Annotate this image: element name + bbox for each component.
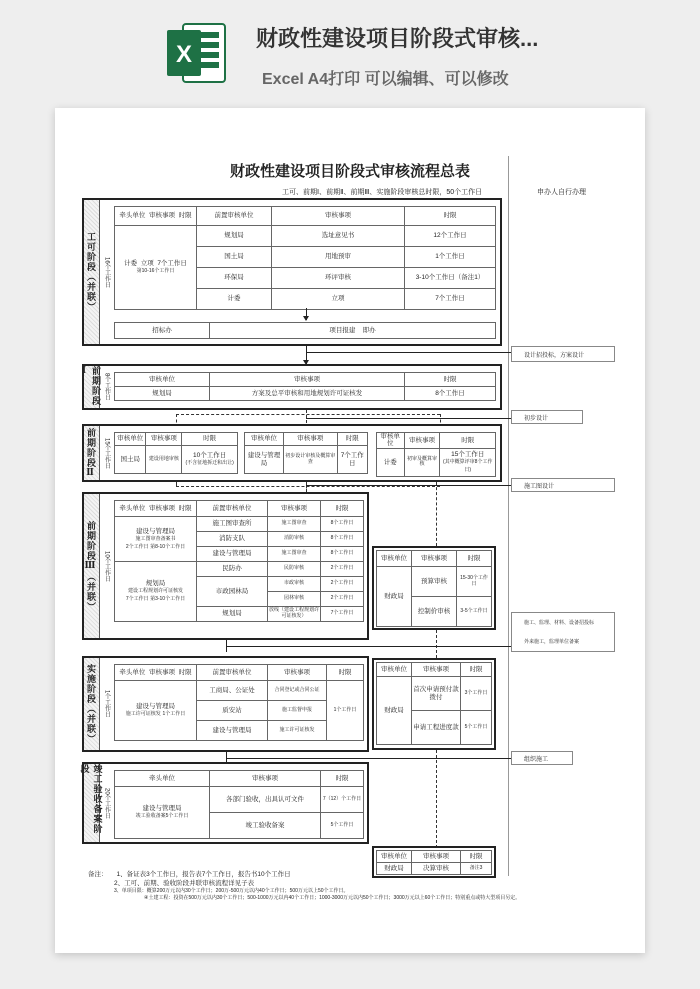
table-header: 时限 [457,551,492,567]
table-cell: 施工图审查所 [197,517,268,532]
table-header: 审核事项 [412,551,457,567]
table-header: 审核事项 [404,433,440,449]
svg-text:X: X [175,41,193,68]
note-preliminary-design: 初步设计 [511,410,583,424]
stage5-table [114,664,364,741]
table-cell: 2个工作日 [321,562,364,577]
dashed-connector [436,630,437,658]
column-divider [508,156,509,876]
table-header: 牵头单位 审核事项 时限 [115,665,197,681]
stage2-table [114,372,496,401]
table-cell: 15个工作日 (其中概算评审8个工作日) [440,448,496,476]
finance-payment-box [372,658,496,750]
stage-days: 8个工作日 [103,373,110,401]
table-cell: 申请工程进度款 [412,711,461,745]
stage-days: 10个工作日 [103,550,110,582]
table-header: 时限 [182,433,238,446]
table-header: 审核事项 [268,665,327,681]
table-header: 审核单位 [377,851,412,863]
table-header: 审核事项 [146,433,182,446]
table-cell: 初步设计审核及概算审查 [283,446,337,474]
dashed-connector [176,482,177,486]
table-header: 牵头单位 [115,771,210,787]
table-header: 时限 [405,373,496,387]
note-bidding-filing: 施工、监理、材料、设备招投标 外来施工，监理单位备案 [511,612,615,652]
table-cell: 施工图审查 [268,547,321,562]
table-header: 时限 [461,851,492,863]
table-cell: 1个工作日 [327,681,364,741]
table-cell: 5个工作日 [461,711,492,745]
table-cell: 建设与管理局 [245,446,284,474]
table-cell: 12个工作日 [405,226,496,247]
finance-review-box [372,546,496,630]
total-time-summary: 工可、前期Ⅰ、前期Ⅱ、前期Ⅲ、实施阶段审核总时限，50个工作日 [282,189,483,196]
arrow-down-icon [303,316,309,321]
table-header: 审核事项 [412,851,461,863]
remarks [88,870,520,902]
stage-label: 工可阶段（并联） [84,200,100,344]
table-cell: 用地预审 [272,247,405,268]
stage3-table-construction [244,432,368,474]
table-cell: 消防支队 [197,532,268,547]
flow-connector [226,758,511,759]
table-cell: 环保局 [197,268,272,289]
payment-table [376,662,492,745]
table-cell: 民防审核 [268,562,321,577]
table-header: 前置审核单位 [197,665,268,681]
stage4-table [114,500,364,622]
stage-feasibility [82,198,502,346]
table-cell: 8个工作日 [321,547,364,562]
bid-table [114,322,496,339]
table-cell: 8个工作日 [405,387,496,401]
table-header: 审核事项 [272,207,405,226]
table-header: 前置审核单位 [197,501,268,517]
finance-table [376,550,492,627]
table-cell: 质安站 [197,701,268,721]
stage-preliminary-2 [82,424,502,482]
flow-connector [306,352,511,353]
stage-days: 16个工作日 [103,256,110,288]
table-header: 审核事项 [283,433,337,446]
table-cell: 8个工作日 [321,532,364,547]
table-cell: 建设与管理局 [197,547,268,562]
table-cell: 市政审核 [268,577,321,592]
lead-unit-cell: 规划局 建设工程规划许可证核发 7个工作日 第3-10个工作日 [115,562,197,622]
remark-1: 1、备证表3个工作日，报告表7个工作日，报告书10个工作日 [116,871,291,878]
table-cell: 7个工作日 [405,289,496,310]
stage-days: 20个工作日 [103,787,110,819]
dashed-connector [176,414,440,415]
table-cell: 2个工作日 [321,577,364,592]
stage3-table-land [114,432,238,474]
excel-file-icon [165,20,227,86]
table-cell: 项目报建 即办 [210,323,496,339]
remarks-label: 备注： [88,871,108,878]
table-cell: 国土局 [115,446,146,474]
table-cell: 首次申请预付款拨付 [412,677,461,711]
stage1-table [114,206,496,310]
table-cell: 施工图审查 [268,517,321,532]
page-title: 财政性建设项目阶段式审核... [256,26,539,51]
table-cell: 招标办 [115,323,210,339]
dashed-connector [306,482,307,492]
dashed-connector [436,750,437,848]
flow-connector [306,485,511,486]
table-header: 时限 [440,433,496,449]
table-cell: 合同登记或合同公证 [268,681,327,701]
table-header: 牵头单位 审核事项 时限 [115,501,197,517]
table-header: 牵头单位 审核事项 时限 [115,207,197,226]
table-cell: 计委 [197,289,272,310]
table-cell: 施工监督申报 [268,701,327,721]
table-cell: 1个工作日 [405,247,496,268]
table-header: 审核事项 [210,373,405,387]
dashed-connector [176,486,440,487]
table-header: 审核单位 [377,551,412,567]
self-handle-column-title: 申办人自行办理 [537,189,586,196]
table-header: 审核单位 [377,663,412,677]
table-header: 时限 [321,501,364,517]
table-cell: 立项 [272,289,405,310]
lead-unit-cell: 建设与管理局 施工图审查备案书 2个工作日 第8-10个工作日 [115,517,197,562]
lead-unit-cell: 计委 立项 7个工作日 第10-16个工作日 [115,226,197,310]
table-cell: 财政局 [377,677,412,745]
table-header: 时限 [461,663,492,677]
table-cell: 财政局 [377,863,412,875]
lead-unit-cell: 建设与管理局 施工许可证核发 1个工作日 [115,681,197,741]
table-header: 审核事项 [268,501,321,517]
remark-3: 3、单项目限：概算200万元以内30个工作日；200万-500万元以内40个工作日；500万元以上50个工作日。 [114,888,349,894]
table-cell: 预算审核 [412,567,457,597]
table-cell: 10个工作日 (不含征地拆迁和出让) [182,446,238,474]
table-cell: 民防办 [197,562,268,577]
stage-label: 前期阶段Ⅰ [80,366,101,406]
table-cell: 控制价审核 [412,597,457,627]
table-cell: 7个工作日 [321,607,364,622]
table-cell: 方案及总平审核和用地规划许可证核发 [210,387,405,401]
flow-connector [226,646,511,647]
table-header: 时限 [405,207,496,226]
table-cell: 竣工验收备案 [210,813,321,839]
table-header: 审核单位 [377,433,405,449]
table-cell: 施工许可证核发 [268,721,327,741]
table-cell: 5个工作日 [321,813,364,839]
table-cell: 选址意见书 [272,226,405,247]
document-title: 财政性建设项目阶段式审核流程总表 [230,164,471,180]
table-cell: 7（12）个工作日 [321,787,364,813]
table-cell: 园林审核 [268,592,321,607]
table-cell: 决算审核 [412,863,461,875]
page-subtitle: Excel A4打印 可以编辑、可以修改 [262,71,509,88]
stage-days: 1个工作日 [103,690,110,718]
stage3-table-planning [376,432,496,477]
table-cell: 初审及概算审核 [404,448,440,476]
lead-unit-cell: 建设与管理局 竣工验收备案5个工作日 [115,787,210,839]
table-cell: 备注3 [461,863,492,875]
dashed-connector [436,482,437,546]
table-cell: 工商局、公证处 [197,681,268,701]
table-cell: 财政局 [377,567,412,627]
table-cell: 3-10个工作日（备注1） [405,268,496,289]
table-cell: 15-30个工作日 [457,567,492,597]
stage-preliminary-3 [82,492,369,640]
table-cell: 规划局 [197,607,268,622]
table-cell: 建设与管理局 [197,721,268,741]
flow-connector [306,418,511,419]
stage-acceptance [79,762,369,844]
table-header: 前置审核单位 [197,207,272,226]
table-cell: 3个工作日 [461,677,492,711]
stage-days: 15个工作日 [103,437,110,469]
table-cell: 放线（建设工程规划许可证核发） [268,607,321,622]
table-cell: 市政园林局 [197,577,268,607]
table-cell: 2个工作日 [321,592,364,607]
table-cell: 7个工作日 [337,446,368,474]
stage6-table [114,770,364,839]
note-construction-drawing: 施工图设计 [511,478,615,492]
table-header: 审核单位 [115,373,210,387]
table-cell: 环评审核 [272,268,405,289]
table-header: 审核事项 [210,771,321,787]
stage-label: 前期阶段Ⅲ（并联） [84,494,100,638]
table-cell: 计委 [377,448,405,476]
table-cell: 各部门验收，出具认可文件 [210,787,321,813]
stage-label: 竣工验收备案阶段 [84,764,100,842]
remark-2: 2、工可、前期、验收阶段并联审核流程详见子表 [114,880,255,887]
remark-4: ④土建工程：投资在500万元以内30个工作日；500-1000万元以内40个工作日；1000-3000万元以内50个工作日；3000万元以上60个工作日；特别重点或特大型项目另定。 [144,895,521,901]
stage-label: 实施阶段（并联） [84,658,100,750]
table-header: 审核单位 [115,433,146,446]
table-cell: 3-5个工作日 [457,597,492,627]
table-cell: 消防审核 [268,532,321,547]
table-header: 时限 [337,433,368,446]
table-header: 时限 [327,665,364,681]
table-cell: 国土局 [197,247,272,268]
table-cell: 规划局 [115,387,210,401]
table-cell: 8个工作日 [321,517,364,532]
table-cell: 建设用地审核 [146,446,182,474]
table-header: 审核单位 [245,433,284,446]
table-header: 审核事项 [412,663,461,677]
stage-implementation [82,656,369,752]
stage-preliminary-1 [82,364,502,410]
stage-label: 前期阶段Ⅱ [84,426,100,480]
note-design-bidding: 设计招投标，方案设计 [511,346,615,362]
table-header: 时限 [321,771,364,787]
note-organize-construction: 组织施工 [511,751,573,765]
table-cell: 规划局 [197,226,272,247]
